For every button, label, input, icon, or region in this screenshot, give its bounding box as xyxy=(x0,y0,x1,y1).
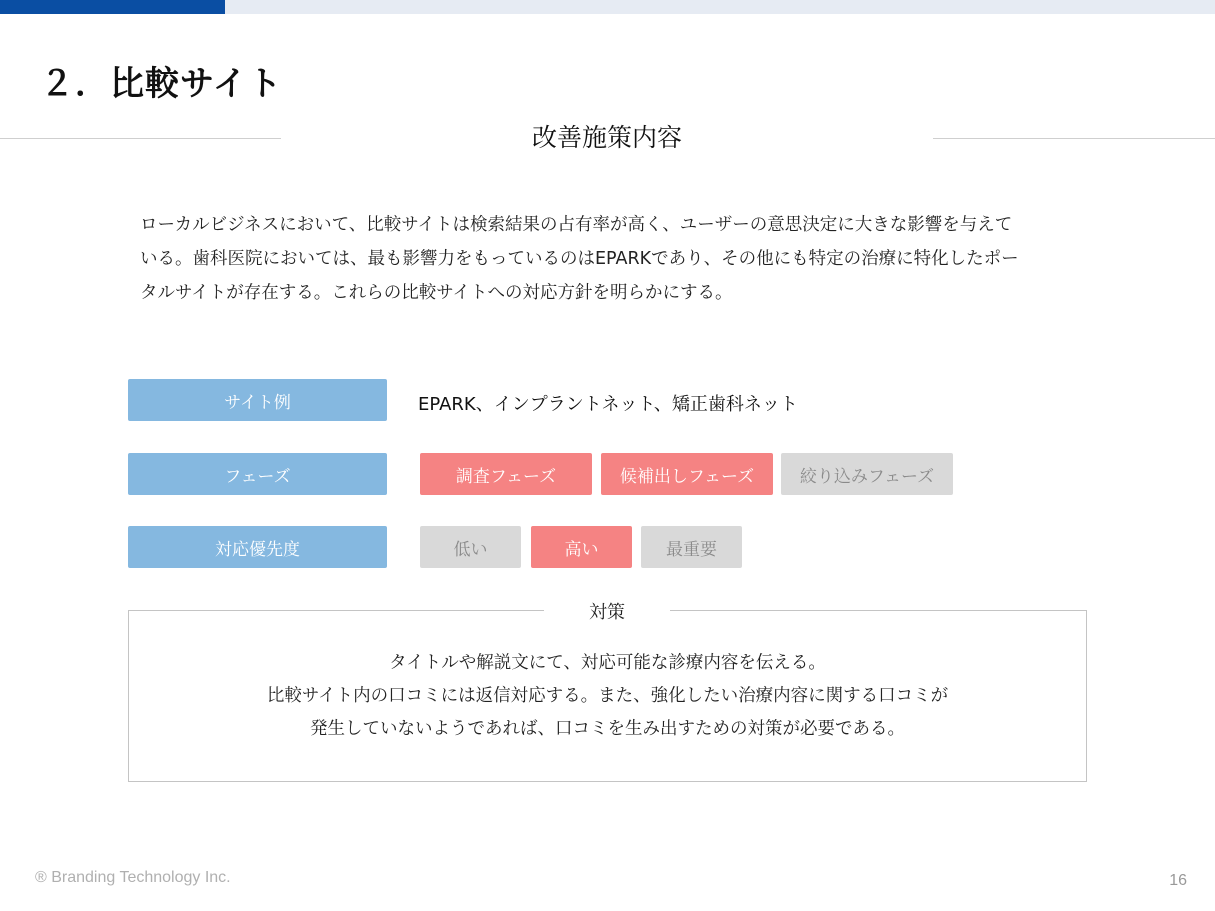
heading-rule-right xyxy=(933,138,1215,139)
top-bar-accent xyxy=(0,0,225,14)
site-examples-label: サイト例 xyxy=(128,379,387,421)
measures-line: 比較サイト内の口コミには返信対応する。また、強化したい治療内容に関する口コミが xyxy=(266,686,949,706)
priority-label: 対応優先度 xyxy=(128,526,387,568)
phase-label: フェーズ xyxy=(128,453,387,495)
priority-chip-critical: 最重要 xyxy=(641,526,742,568)
heading-rule-left xyxy=(0,138,281,139)
phase-chip-research: 調査フェーズ xyxy=(420,453,592,495)
intro-line: タルサイトが存在する。これらの比較サイトへの対応方針を明らかにする。 xyxy=(140,283,733,303)
copyright-text: ® Branding Technology Inc. xyxy=(35,869,231,886)
priority-chip-low: 低い xyxy=(420,526,521,568)
phase-chip-narrowing: 絞り込みフェーズ xyxy=(781,453,953,495)
intro-line: ローカルビジネスにおいて、比較サイトは検索結果の占有率が高く、ユーザーの意思決定に大きな影響を与えて xyxy=(140,215,1013,235)
measures-line: 発生していないようであれば、口コミを生み出すための対策が必要である。 xyxy=(310,719,905,739)
phase-chip-candidates: 候補出しフェーズ xyxy=(601,453,773,495)
measures-title: 対策 xyxy=(544,598,670,624)
page-number: 16 xyxy=(1169,872,1187,889)
site-examples-value: EPARK、インプラントネット、矯正歯科ネット xyxy=(418,394,798,415)
intro-paragraph xyxy=(140,208,1085,310)
measures-body xyxy=(128,647,1087,746)
measures-line: タイトルや解説文にて、対応可能な診療内容を伝える。 xyxy=(389,653,826,673)
priority-chip-high: 高い xyxy=(531,526,632,568)
slide-title: ２．比較サイト xyxy=(40,64,283,104)
intro-line: いる。歯科医院においては、最も影響力をもっているのはEPARKであり、その他にも特定の治療に特化したポー xyxy=(140,249,1019,269)
section-heading: 改善施策内容 xyxy=(531,123,682,152)
